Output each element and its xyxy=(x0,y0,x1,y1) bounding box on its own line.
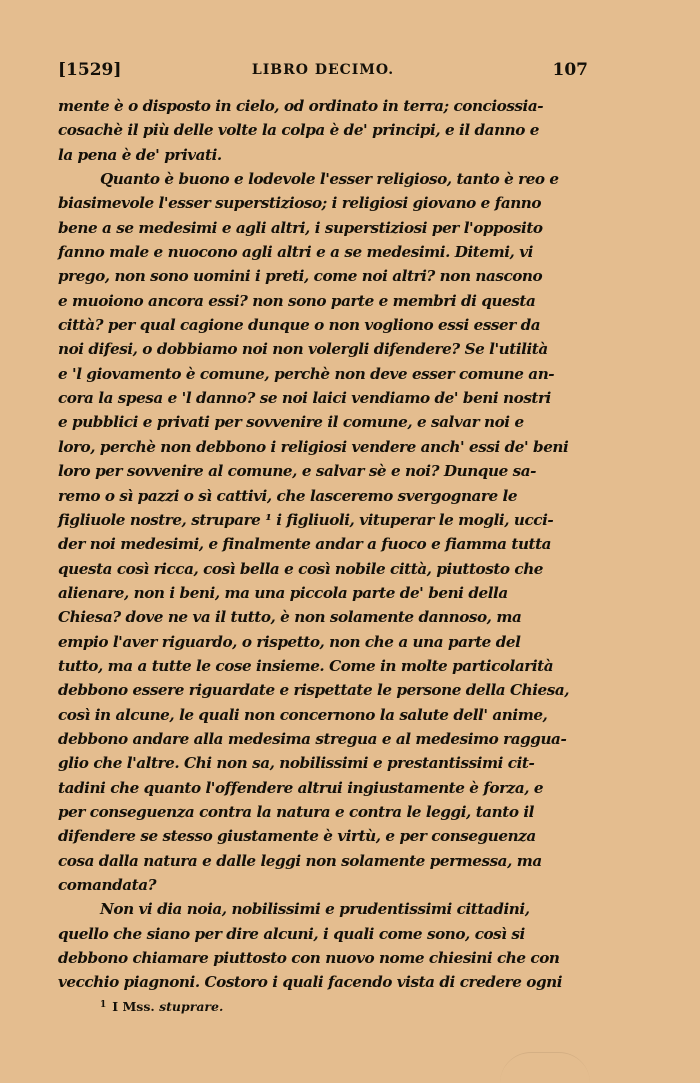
text-line: tutto, ma a tutte le cose insieme. Come in molte particolarità xyxy=(58,656,554,675)
text-line: fanno male e nuocono agli altri e a se medesimi. Ditemi, vi xyxy=(58,243,533,262)
text-line: Quanto è buono e lodevole l'esser religioso, tanto è reo e xyxy=(100,170,559,189)
text-line: comandata? xyxy=(58,876,157,894)
footnote-source: I Mss. xyxy=(112,999,155,1014)
running-header xyxy=(58,60,588,86)
text-line: der noi medesimi, e finalmente andar a fuoco e fiamma tutta xyxy=(58,535,552,554)
text-line: loro per sovvenire al comune, e salvar sè e noi? Dunque sa- xyxy=(58,462,536,481)
text-line: difendere se stesso giustamente è virtù, e per conseguenza xyxy=(58,827,536,846)
text-line: debbono essere riguardate e rispettate le persone della Chiesa, xyxy=(58,681,570,700)
text-line: per conseguenza contra la natura e contra le leggi, tanto il xyxy=(58,802,534,821)
text-line: tadini che quanto l'offendere altrui ingiustamente è forza, e xyxy=(58,778,544,797)
text-line: glio che l'altre. Chi non sa, nobilissimi e prestantissimi cit- xyxy=(58,754,535,773)
text-line: città? per qual cagione dunque o non vogliono essi esser da xyxy=(58,316,541,335)
text-line: e 'l giovamento è comune, perchè non deve esser comune an- xyxy=(58,364,555,383)
body-text xyxy=(58,94,588,995)
text-line: bene a se medesimi e agli altri, i superstiziosi per l'opposito xyxy=(58,218,543,237)
text-line: noi difesi, o dobbiamo noi non volergli difendere? Se l'utilità xyxy=(58,340,548,359)
text-line: cosachè il più delle volte la colpa è de' principi, e il danno e xyxy=(58,121,539,140)
text-line: empio l'aver riguardo, o rispetto, non che a una parte del xyxy=(58,632,521,651)
text-line: debbono andare alla medesima stregua e al medesimo ragguа- xyxy=(58,729,567,748)
footnote-number: 1 xyxy=(100,1000,107,1010)
page-number: 107 xyxy=(552,60,588,80)
text-line: vecchio piagnoni. Costoro i quali facendo vista di credere ogni xyxy=(58,973,563,992)
text-line: loro, perchè non debbono i religiosi vendere anch' essi de' beni xyxy=(58,437,569,456)
text-line: la pena è de' privati. xyxy=(58,145,222,164)
text-line: Chiesa? dove ne va il tutto, è non solamente dannoso, ma xyxy=(58,608,522,627)
text-line: biasimevole l'esser superstizioso; i religiosi giovano e fanno xyxy=(58,194,542,213)
text-line: e pubblici e privati per sovvenire il comune, e salvar noi e xyxy=(58,413,524,432)
text-line: debbono chiamare piuttosto con nuovo nome chiesini che con xyxy=(58,949,560,968)
text-line: alienare, non i beni, ma una piccola parte de' beni della xyxy=(58,583,508,602)
text-line: e muoiono ancora essi? non sono parte e membri di questa xyxy=(58,291,536,310)
text-line: quello che siano per dire alcuni, i quali come sono, così si xyxy=(58,924,525,943)
text-line: questa così ricca, così bella e così nobile città, piuttosto che xyxy=(58,559,544,578)
text-line: prego, non sono uomini i preti, come noi altri? non nascono xyxy=(58,267,543,286)
footnote xyxy=(100,999,223,1014)
scan-artifact xyxy=(500,1052,590,1083)
text-line: figliuole nostre, strupare ¹ i figliuoli, vituperar le mogli, ucci- xyxy=(58,510,554,529)
text-line: remo o sì pazzi o sì cattivi, che lasceremo svergognare le xyxy=(58,486,518,505)
text-line: Non vi dia noia, nobilissimi e prudentissimi cittadini, xyxy=(100,900,530,919)
text-line: così in alcune, le quali non concernono la salute dell' anime, xyxy=(58,705,548,724)
text-line: mente è o disposto in cielo, od ordinato in terra; conciossia- xyxy=(58,97,544,115)
header-year: [1529] xyxy=(58,60,122,80)
text-line: cora la spesa e 'l danno? se noi laici vendiamo de' beni nostri xyxy=(58,389,551,408)
header-title: LIBRO DECIMO. xyxy=(251,62,395,78)
footnote-reading: stuprare. xyxy=(159,999,224,1014)
text-line: cosa dalla natura e dalle leggi non solamente permessa, ma xyxy=(58,851,542,870)
